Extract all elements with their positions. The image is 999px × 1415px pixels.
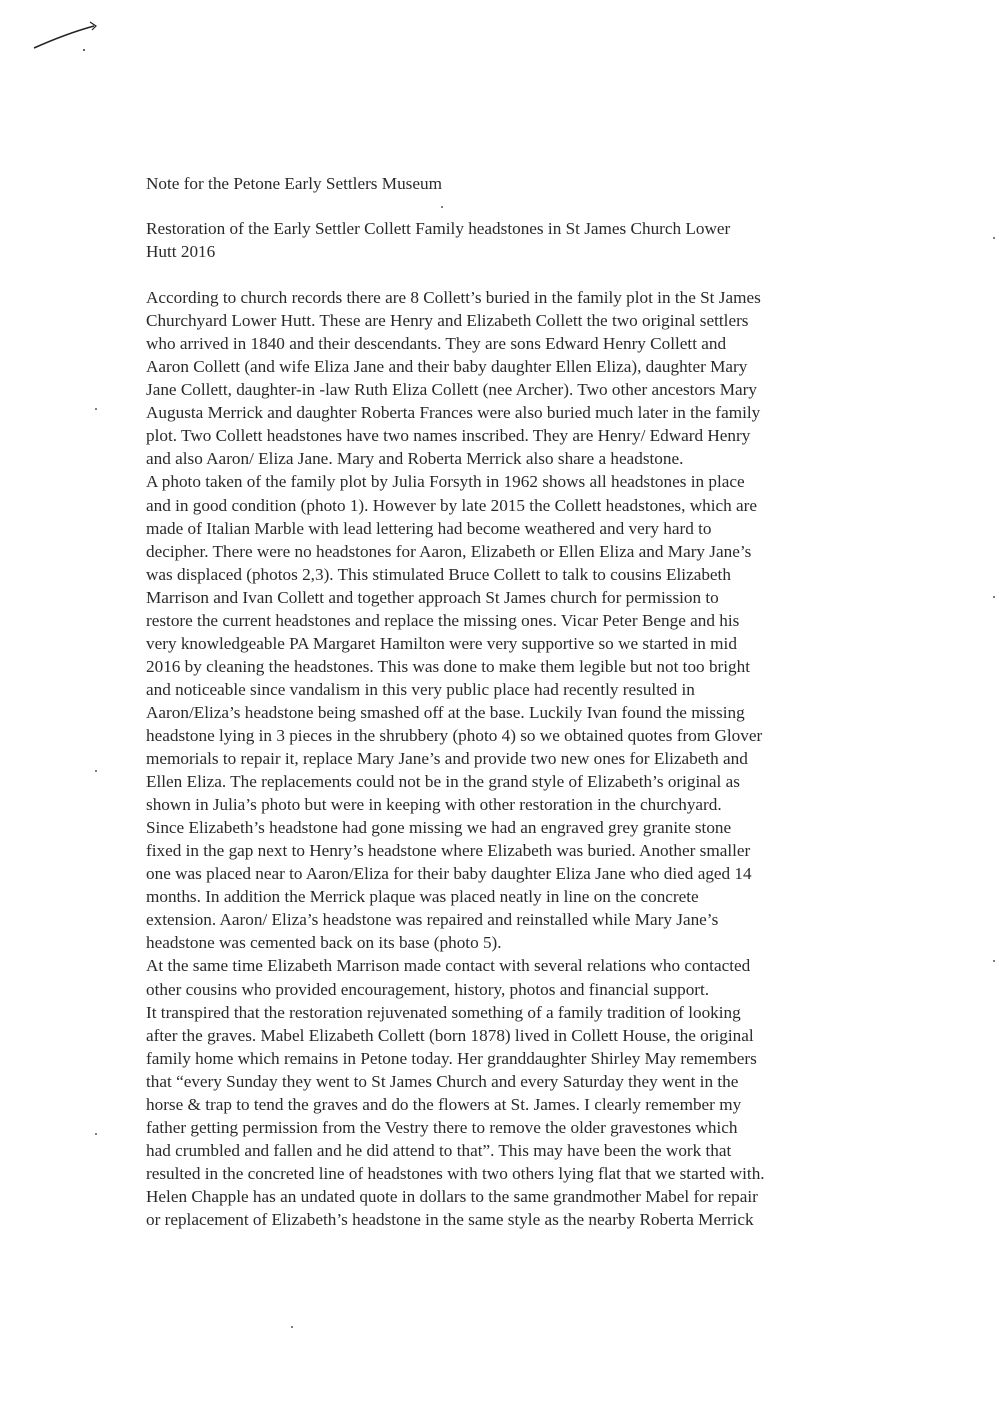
heading-line: Hutt 2016 xyxy=(146,242,216,262)
body-line: one was placed near to Aaron/Eliza for their baby daughter Eliza Jane who died aged 14 xyxy=(146,864,752,884)
body-line: fixed in the gap next to Henry’s headstone where Elizabeth was buried. Another smaller xyxy=(146,841,751,861)
scan-speck xyxy=(95,770,97,772)
body-line: plot. Two Collett headstones have two names inscribed. They are Henry/ Edward Henry xyxy=(146,426,751,446)
body-line: Jane Collett, daughter-in -law Ruth Eliza Collett (nee Archer). Two other ancestors Mary xyxy=(146,380,757,400)
body-line: made of Italian Marble with lead lettering had become weathered and very hard to xyxy=(146,518,712,538)
note-title: Note for the Petone Early Settlers Museum xyxy=(146,174,442,193)
body-line: Helen Chapple has an undated quote in dollars to the same grandmother Mabel for repair xyxy=(146,1186,758,1206)
heading-line: Restoration of the Early Settler Collett Family headstones in St James Church Lower xyxy=(146,219,731,238)
document-heading xyxy=(146,217,876,263)
body-line: Aaron Collett (and wife Eliza Jane and their baby daughter Ellen Eliza), daughter Mary xyxy=(146,357,748,377)
body-line: resulted in the concreted line of headstones with two others lying flat that we started with. xyxy=(146,1163,765,1183)
body-line: who arrived in 1840 and their descendants. They are sons Edward Henry Collett and xyxy=(146,334,727,354)
body-line: A photo taken of the family plot by Julia Forsyth in 1962 shows all headstones in place xyxy=(146,472,745,492)
scan-speck xyxy=(291,1326,293,1328)
body-line: other cousins who provided encouragement, history, photos and financial support. xyxy=(146,979,710,999)
body-line: decipher. There were no headstones for Aaron, Elizabeth or Ellen Eliza and Mary Jane’s xyxy=(146,541,752,561)
body-line: headstone lying in 3 pieces in the shrubbery (photo 4) so we obtained quotes from Glover xyxy=(146,725,763,745)
body-line: father getting permission from the Vestry there to remove the older gravestones which xyxy=(146,1117,738,1137)
body-line: memorials to repair it, replace Mary Jane’s and provide two new ones for Elizabeth and xyxy=(146,749,748,769)
body-line: or replacement of Elizabeth’s headstone in the same style as the nearby Roberta Merrick xyxy=(146,1209,754,1229)
body-line: and noticeable since vandalism in this very public place had recently resulted in xyxy=(146,679,695,699)
scan-speck xyxy=(993,237,995,239)
scan-speck xyxy=(95,1133,97,1135)
body-line: According to church records there are 8 Collett’s buried in the family plot in the St James xyxy=(146,288,761,308)
body-line: shown in Julia’s photo but were in keeping with other restoration in the churchyard. xyxy=(146,795,722,815)
body-line: very knowledgeable PA Margaret Hamilton were very supportive so we started in mid xyxy=(146,633,737,653)
body-line: It transpired that the restoration rejuvenated something of a family tradition of looking xyxy=(146,1002,741,1022)
body-line: and also Aaron/ Eliza Jane. Mary and Roberta Merrick also share a headstone. xyxy=(146,449,684,469)
body-line: At the same time Elizabeth Marrison made contact with several relations who contacted xyxy=(146,956,751,976)
body-line: extension. Aaron/ Eliza’s headstone was repaired and reinstalled while Mary Jane’s xyxy=(146,910,719,930)
body-line: Ellen Eliza. The replacements could not be in the grand style of Elizabeth’s original as xyxy=(146,772,740,792)
body-line: Churchyard Lower Hutt. These are Henry and Elizabeth Collett the two original settlers xyxy=(146,311,749,331)
body-line: had crumbled and fallen and he did attend to that”. This may have been the work that xyxy=(146,1140,732,1160)
body-line: horse & trap to tend the graves and do the flowers at St. James. I clearly remember my xyxy=(146,1094,742,1114)
body-line: headstone was cemented back on its base (photo 5). xyxy=(146,933,502,953)
body-line: after the graves. Mabel Elizabeth Collett (born 1878) lived in Collett House, the original xyxy=(146,1025,754,1045)
body-line: 2016 by cleaning the headstones. This was done to make them legible but not too bright xyxy=(146,656,750,676)
body-line: and in good condition (photo 1). However by late 2015 the Collett headstones, which are xyxy=(146,495,757,515)
body-line: months. In addition the Merrick plaque was placed neatly in line on the concrete xyxy=(146,887,699,907)
body-line: was displaced (photos 2,3). This stimulated Bruce Collett to talk to cousins Elizabeth xyxy=(146,564,731,584)
body-line: family home which remains in Petone today. Her granddaughter Shirley May remembers xyxy=(146,1048,757,1068)
document-content xyxy=(146,172,876,1231)
scan-speck xyxy=(993,960,995,962)
scan-speck xyxy=(993,596,995,598)
body-line: Since Elizabeth’s headstone had gone missing we had an engraved grey granite stone xyxy=(146,818,732,838)
body-line: restore the current headstones and replace the missing ones. Vicar Peter Benge and his xyxy=(146,610,740,630)
pen-stroke-mark xyxy=(32,18,102,58)
body-line: that “every Sunday they went to St James Church and every Saturday they went in the xyxy=(146,1071,739,1091)
body-line: Marrison and Ivan Collett and together approach St James church for permission to xyxy=(146,587,719,607)
body-line: Augusta Merrick and daughter Roberta Frances were also buried much later in the family xyxy=(146,403,761,423)
scan-speck xyxy=(95,408,97,410)
body-line: Aaron/Eliza’s headstone being smashed off at the base. Luckily Ivan found the missing xyxy=(146,702,745,722)
document-body xyxy=(146,286,876,1231)
